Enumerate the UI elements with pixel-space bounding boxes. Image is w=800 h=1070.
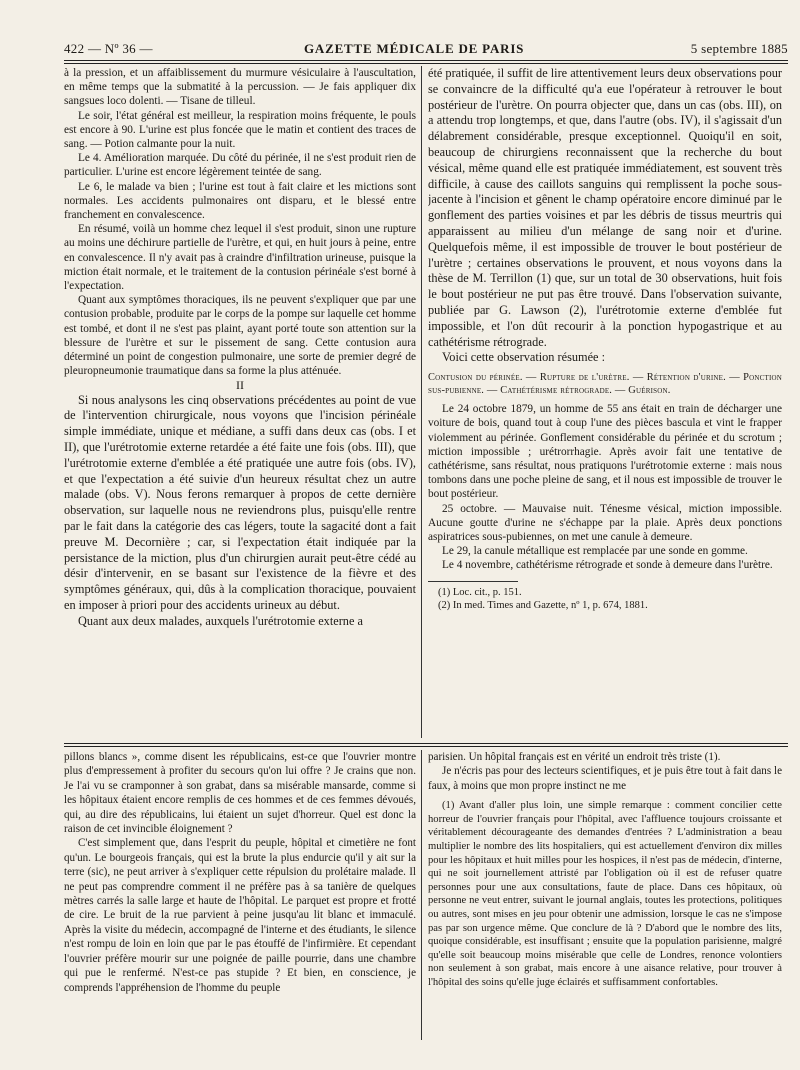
paragraph: pillons blancs », comme disent les républicains, est-ce que l'ouvrier montre plus d'empressement à profiter du secours qu'on lui offre ? Je crains que non. Je l'ai vu se cramponner à son grabat, dans sa misérable mansarde, comme si les hôpitaux étaient encore remplis de ces hommes et de ces femmes dévoués, qui, au dire des républicains, lui étaient un sujet d'horreur. Quel est donc la raison de cet invincible éloignement ? xyxy=(64,751,416,836)
paragraph: à la pression, et un affaiblissement du murmure vésiculaire à l'auscultation, en même temps que la submatité à la percussion. — Je fais appliquer dix sangsues loco dolenti. — Tisane de tilleul. xyxy=(64,67,416,108)
paragraph: Le 4. Amélioration marquée. Du côté du périnée, il ne s'est produit rien de particulier. L'urine est encore légèrement teintée de sang. xyxy=(64,152,416,179)
paragraph: Le soir, l'état général est meilleur, la respiration moins fréquente, le pouls est encore à 90. L'urine est plus foncée que le matin et contient des traces de sang. — Potion calmante pour la nuit. xyxy=(64,109,416,151)
paragraph: Si nous analysons les cinq observations précédentes au point de vue de l'intervention chirurgicale, nous voyons que l'incision périnéale simple immédiate, unique et médiane, a suffi dans deux cas (obs. I et II), que l'urétrotomie externe retardée a été faite une fois (obs. III), que l'urétrotomie externe d'emblée a été pratiquée une autre fois (obs. IV), et que l'expectation a été suivie d'un heureux résultat chez un autre malade (obs. V). Nous ferons remarquer à propos de cette dernière observation, sur laquelle nous ne reviendrons plus, puisqu'elle rentre par le fait dans la catégorie des cas légers, toute la sagacité dont a fait preuve M. Decornière ; car, si l'expectation était indiquée par la persistance de la miction, plus d'un chirurgien aurait peut-être cédé au désir d'intervenir, en se basant sur l'existence de la fièvre et des symptômes généraux, qui, dûs à la complication thoracique, pouvaient en imposer à priori pour des accidents urineux au début. xyxy=(64,392,416,613)
observation-title-text: Contusion du périnée. — Rupture de l'urètre. — Rétention d'urine. — Ponction sus-pubienne. — Cathétérisme rétrograde. — Guérison. xyxy=(428,372,782,397)
header-rule xyxy=(64,60,788,64)
footnote: (2) In med. Times and Gazette, nº 1, p. 674, 1881. xyxy=(438,599,648,611)
paragraph: Voici cette observation résumée : xyxy=(442,350,605,365)
feuilleton-left-column xyxy=(64,750,416,1050)
section-heading: II xyxy=(236,378,244,393)
feuilleton-rule xyxy=(64,743,788,747)
observation-title xyxy=(428,371,782,397)
paragraph: Le 24 octobre 1879, un homme de 55 ans était en train de décharger une voiture de bois, quand tout à coup l'une des pièces bascula et vint le frapper violemment au périnée. Gonflement considérable du périnée et du scrotum ; miction impossible ; urétrorrhagie. Après avoir fait une tentative de cathétérisme, sans résultat, nous pratiquons l'urétrotomie externe : mais nous tombons dans une poche pleine de sang, et il nous est impossible de trouver le bout postérieur. xyxy=(428,403,782,501)
paragraph: Quant aux deux malades, auxquels l'urétrotomie externe a xyxy=(78,613,363,628)
journal-title: GAZETTE MÉDICALE DE PARIS xyxy=(304,41,525,56)
issue-date: 5 septembre 1885 xyxy=(690,41,788,56)
column-divider xyxy=(421,66,422,738)
paragraph: Le 6, le malade va bien ; l'urine est tout à fait claire et les mictions sont normales. Les accidents pulmonaires ont disparu, et le blessé entre franchement en convalescence. xyxy=(64,180,416,222)
right-column xyxy=(428,66,782,738)
footnote: (1) Loc. cit., p. 151. xyxy=(438,586,522,598)
footnote: (1) Avant d'aller plus loin, une simple remarque : comment concilier cette horreur de l'ouvrier français pour l'hôpital, avec l'affluence toujours croissante et véritablement décourageante des demandes d'entrées ? L'administration a beau multiplier le nombre des lits hospitaliers, qui est actuellement d'environ dix milles pour les hôpitaux et huit milles pour les hospices, il n'est pas de médecin, d'interne, qui ne soit journellement attristé par l'obligation où il est de refuser quatre personnes pour une aux consultations, faute de place. Dans ces hôpitaux, où personne ne veut entrer, suivant le journal anglais, toutes les protections, politiques ou autres, sont mises en jeu pour obtenir une admission, lorsque le cas ne s'impose pas par son urgence même. Que conclure de là ? D'abord que le nombre des lits, quoique considérable, est insuffisant ; ensuite que la population parisienne, malgré qu'elle soit beaucoup moins misérable que celle de Londres, renonce volontiers non seulement à son grabat, mais encore à une aisance relative, pour trouver à l'hôpital des soins qu'elle juge éclairés et suffisamment confortables. xyxy=(428,800,782,988)
column-divider xyxy=(421,750,422,1040)
paragraph: 25 octobre. — Mauvaise nuit. Ténesme vésical, miction impossible. Aucune goutte d'urine ne s'échappe par la plaie. Après deux ponctions aspiratrices sous-pubiennes, on met une canule à demeure. xyxy=(428,502,782,543)
paragraph: Le 4 novembre, cathétérisme rétrograde et sonde à demeure dans l'urètre. xyxy=(442,559,773,572)
paragraph: Le 29, la canule métallique est remplacée par une sonde en gomme. xyxy=(442,545,748,558)
page-number: 422 — Nº 36 — xyxy=(64,41,153,56)
paragraph: parisien. Un hôpital français est en vérité un endroit très triste (1). xyxy=(428,751,721,763)
feuilleton-right-column xyxy=(428,750,782,1050)
paragraph: C'est simplement que, dans l'esprit du peuple, hôpital et cimetière ne font qu'un. Le bourgeois français, qui est la brute la plus endurcie qu'il y ait sur la terre (sic), ne peut arriver à s'expliquer cette répulsion du prolétaire malade. Il ne peut pas comprendre comment il ne préfère pas à sa tanière de quelques mètres carrés la salle large et haute de l'hôpital. Le parquet est propre et frotté de cire. Le bruit de la rue parvient à peine jusqu'au lit blanc et immaculé. Après la visite du médecin, accompagné de l'interne et des étudiants, le silence n'est rompu de loin en loin que par le pas étouffé de l'infirmière. Et cependant l'ouvrier préfère mourir sur une poignée de paille pourrie, dans une chambre qui pue le renfermé. N'est-ce pas stupide ? Et bien, en conscience, je comprends l'appréhension de l'homme du peuple xyxy=(64,837,416,994)
paragraph: Je n'écris pas pour des lecteurs scientifiques, et je puis être tout à fait dans le faux, à moins que mon propre instinct ne me xyxy=(428,765,782,792)
paragraph: Quant aux symptômes thoraciques, ils ne peuvent s'expliquer que par une contusion probable, produite par le corps de la pompe sur laquelle cet homme est tombé, et dont il ne s'est pas plaint, ayant porté toute son attention sur la blessure de l'urètre et sur le pissement de sang. Cette contusion aura déterminé un point de congestion pulmonaire, une sorte de premier degré de pleuropneumonie traumatique dans sa forme la plus atténuée. xyxy=(64,294,416,378)
paragraph: En résumé, voilà un homme chez lequel il s'est produit, sinon une rupture au moins une déchirure partielle de l'urètre, et qui, en huit jours à peine, entre en convalescence. Il n'y avait pas à craindre d'infiltration urineuse, puisque la miction était normale, et le traitement de la contusion périnéale s'est borné à l'expectation. xyxy=(64,223,416,293)
paragraph: été pratiquée, il suffit de lire attentivement leurs deux observations pour se convaincre de la difficulté qu'a eue l'opérateur à retrouver le bout postérieur de l'urètre. On pourra objecter que, dans un cas (obs. III), on a attendu trop longtemps, et que, dans l'autre (obs. IV), il s'agissait d'un délabrement considérable, presque exceptionnel. Quoiqu'il en soit, beaucoup de chirurgiens reconnaissent que la recherche du bout vésical, même quand elle est pratiquée immédiatement, est souvent très difficile, à cause des caillots sanguins qui remplissent la poche sous-jacente à l'incision et gênent le champ opératoire encore diminué par le gonflement des parties voisines et par les débris de tissus meurtris qui apparaissent au milieu d'un mélange de sang noir et d'urine. Quelquefois même, il est impossible de trouver le bout postérieur de l'urètre ; certaines observations le prouvent, et nous voyons dans la thèse de M. Terrillon (1) que, sur un total de 30 observations, huit fois le bout postérieur ne put pas être trouvé. Dans l'observation suivante, publiée par G. Lawson (2), l'urétrotomie externe d'emblée fut impossible, et l'on dût recourir à la ponction hypogastrique et au cathétérisme rétrograde. xyxy=(428,66,782,349)
footnote-rule xyxy=(428,581,518,582)
page-header xyxy=(64,38,788,60)
left-column xyxy=(64,66,416,738)
